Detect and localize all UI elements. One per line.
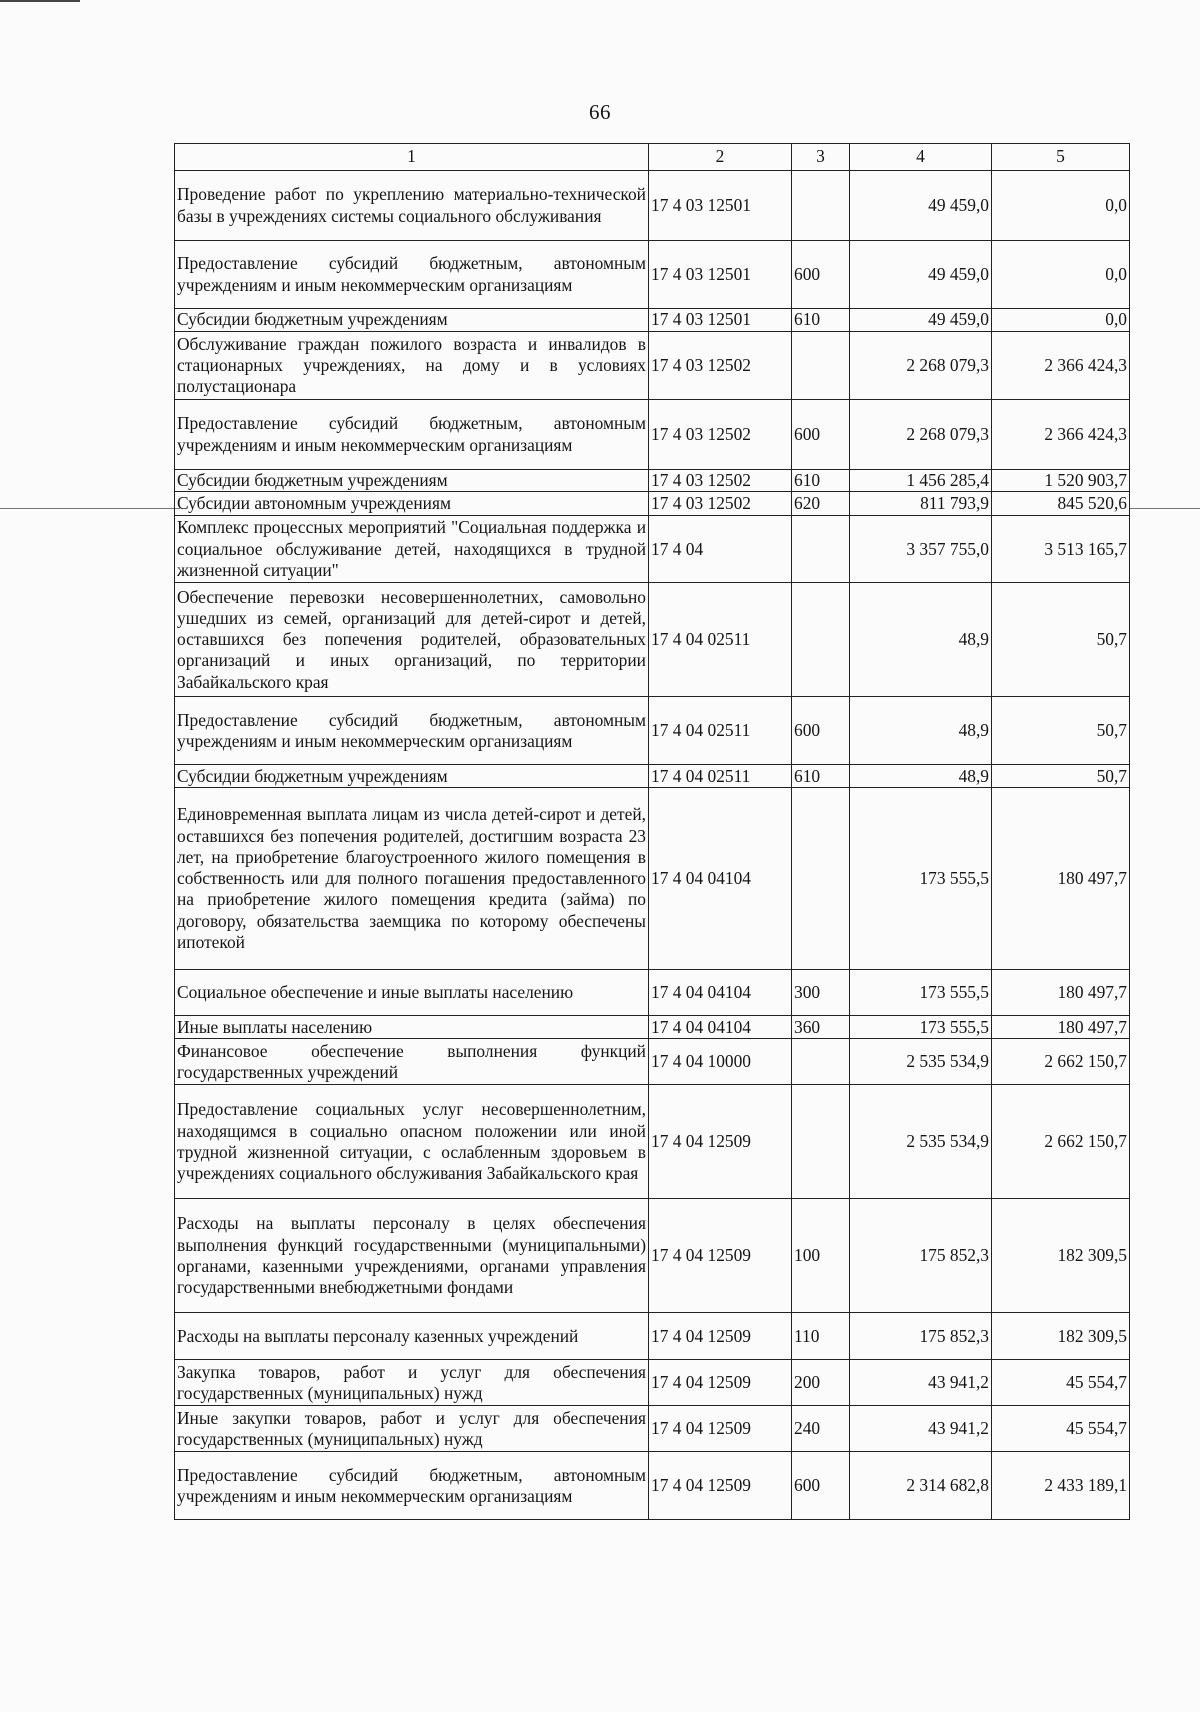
row-value-year2: 45 554,7 (992, 1406, 1130, 1452)
row-name: Закупка товаров, работ и услуг для обеспечения государственных (муниципальных) нужд (175, 1360, 649, 1406)
row-value-year2: 50,7 (992, 583, 1130, 697)
table-row (175, 1313, 1130, 1360)
row-value-year1: 2 268 079,3 (850, 400, 992, 470)
row-value-year2: 1 520 903,7 (992, 470, 1130, 492)
row-value-year2: 0,0 (992, 241, 1130, 309)
col-header-year1: 4 (850, 144, 992, 171)
row-code: 17 4 04 12509 (649, 1313, 792, 1360)
row-code: 17 4 04 (649, 516, 792, 583)
row-value-year1: 2 268 079,3 (850, 332, 992, 400)
row-vr: 300 (792, 970, 850, 1016)
row-vr (792, 516, 850, 583)
row-vr: 360 (792, 1016, 850, 1039)
row-value-year1: 811 793,9 (850, 492, 992, 516)
row-name: Иные выплаты населению (175, 1016, 649, 1039)
row-value-year2: 50,7 (992, 697, 1130, 765)
row-value-year2: 180 497,7 (992, 1016, 1130, 1039)
scan-artifact-line (1130, 508, 1200, 509)
row-name: Субсидии бюджетным учреждениям (175, 309, 649, 332)
row-name: Единовременная выплата лицам из числа детей-сирот и детей, оставшихся без попечения родителей, достигшим возраста 23 лет, на приобретение благоустроенного жилого помещения в собственность или для полного погашения предоставленного на приобретение жилого помещения кредита (займа) по договору, обязательства заемщика по которому обеспечены ипотекой (175, 788, 649, 970)
row-code: 17 4 03 12501 (649, 171, 792, 241)
row-code: 17 4 04 04104 (649, 1016, 792, 1039)
row-name: Социальное обеспечение и иные выплаты населению (175, 970, 649, 1016)
row-vr (792, 1085, 850, 1199)
row-vr (792, 583, 850, 697)
col-header-name: 1 (175, 144, 649, 171)
row-value-year1: 1 456 285,4 (850, 470, 992, 492)
row-code: 17 4 03 12501 (649, 241, 792, 309)
row-code: 17 4 03 12502 (649, 332, 792, 400)
table-row (175, 332, 1130, 400)
row-name: Предоставление социальных услуг несовершеннолетним, находящимся в социально опасном положении или иной трудной жизненной ситуации, с ослабленным здоровьем в учреждениях социального обслуживания Забайкальского края (175, 1085, 649, 1199)
table-row (175, 400, 1130, 470)
table-row (175, 1360, 1130, 1406)
table-row (175, 697, 1130, 765)
row-value-year2: 2 433 189,1 (992, 1452, 1130, 1520)
row-code: 17 4 04 12509 (649, 1360, 792, 1406)
table-row (175, 1199, 1130, 1313)
row-vr: 610 (792, 765, 850, 788)
table-header-row (175, 144, 1130, 171)
row-name: Комплекс процессных мероприятий "Социальная поддержка и социальное обслуживание детей, находящихся в трудной жизненной ситуации" (175, 516, 649, 583)
row-value-year2: 180 497,7 (992, 970, 1130, 1016)
table-row (175, 1085, 1130, 1199)
row-value-year1: 175 852,3 (850, 1313, 992, 1360)
row-value-year1: 48,9 (850, 697, 992, 765)
row-value-year1: 43 941,2 (850, 1360, 992, 1406)
row-code: 17 4 04 12509 (649, 1085, 792, 1199)
row-value-year1: 43 941,2 (850, 1406, 992, 1452)
row-name: Субсидии бюджетным учреждениям (175, 765, 649, 788)
row-code: 17 4 04 02511 (649, 583, 792, 697)
row-value-year2: 2 662 150,7 (992, 1085, 1130, 1199)
table-row (175, 1406, 1130, 1452)
row-name: Финансовое обеспечение выполнения функций государственных учреждений (175, 1039, 649, 1085)
row-code: 17 4 04 02511 (649, 765, 792, 788)
col-header-year2: 5 (992, 144, 1130, 171)
row-vr: 610 (792, 470, 850, 492)
row-vr: 200 (792, 1360, 850, 1406)
table-row (175, 516, 1130, 583)
table-row (175, 970, 1130, 1016)
table-row (175, 171, 1130, 241)
row-vr: 100 (792, 1199, 850, 1313)
table-row (175, 241, 1130, 309)
row-code: 17 4 03 12502 (649, 470, 792, 492)
row-value-year1: 48,9 (850, 765, 992, 788)
row-name: Обслуживание граждан пожилого возраста и инвалидов в стационарных учреждениях, на дому и в условиях полустационара (175, 332, 649, 400)
row-name: Предоставление субсидий бюджетным, автономным учреждениям и иным некоммерческим организациям (175, 697, 649, 765)
table-row (175, 1039, 1130, 1085)
row-code: 17 4 03 12502 (649, 400, 792, 470)
row-vr: 610 (792, 309, 850, 332)
row-vr: 620 (792, 492, 850, 516)
row-code: 17 4 04 02511 (649, 697, 792, 765)
row-name: Проведение работ по укреплению материально-технической базы в учреждениях системы социального обслуживания (175, 171, 649, 241)
row-value-year2: 0,0 (992, 171, 1130, 241)
row-vr (792, 788, 850, 970)
row-value-year1: 2 535 534,9 (850, 1039, 992, 1085)
row-value-year1: 173 555,5 (850, 788, 992, 970)
row-value-year1: 2 314 682,8 (850, 1452, 992, 1520)
row-code: 17 4 03 12501 (649, 309, 792, 332)
row-vr (792, 332, 850, 400)
row-value-year2: 2 662 150,7 (992, 1039, 1130, 1085)
row-value-year2: 2 366 424,3 (992, 332, 1130, 400)
row-value-year1: 3 357 755,0 (850, 516, 992, 583)
row-name: Иные закупки товаров, работ и услуг для обеспечения государственных (муниципальных) нужд (175, 1406, 649, 1452)
row-code: 17 4 04 04104 (649, 970, 792, 1016)
row-name: Расходы на выплаты персоналу в целях обеспечения выполнения функций государственными (муниципальными) органами, казенными учреждениями, органами управления государственными внебюджетными фондами (175, 1199, 649, 1313)
table-row (175, 788, 1130, 970)
row-code: 17 4 04 04104 (649, 788, 792, 970)
row-code: 17 4 04 10000 (649, 1039, 792, 1085)
table-row (175, 1016, 1130, 1039)
row-value-year1: 2 535 534,9 (850, 1085, 992, 1199)
table-row (175, 1452, 1130, 1520)
page-number: 66 (589, 100, 611, 124)
row-value-year1: 49 459,0 (850, 309, 992, 332)
row-value-year2: 45 554,7 (992, 1360, 1130, 1406)
row-value-year1: 48,9 (850, 583, 992, 697)
row-value-year2: 845 520,6 (992, 492, 1130, 516)
table-row (175, 309, 1130, 332)
scan-edge-rule (0, 0, 80, 2)
row-vr: 600 (792, 1452, 850, 1520)
table-body (175, 171, 1130, 1520)
col-header-code: 2 (649, 144, 792, 171)
table-row (175, 470, 1130, 492)
row-name: Субсидии бюджетным учреждениям (175, 470, 649, 492)
row-value-year2: 3 513 165,7 (992, 516, 1130, 583)
row-value-year1: 175 852,3 (850, 1199, 992, 1313)
row-vr: 600 (792, 697, 850, 765)
row-vr: 600 (792, 400, 850, 470)
row-value-year1: 173 555,5 (850, 1016, 992, 1039)
table-row (175, 492, 1130, 516)
row-code: 17 4 03 12502 (649, 492, 792, 516)
row-name: Предоставление субсидий бюджетным, автономным учреждениям и иным некоммерческим организациям (175, 1452, 649, 1520)
row-value-year2: 50,7 (992, 765, 1130, 788)
row-vr: 240 (792, 1406, 850, 1452)
row-value-year2: 0,0 (992, 309, 1130, 332)
row-value-year2: 182 309,5 (992, 1199, 1130, 1313)
row-vr: 110 (792, 1313, 850, 1360)
scan-artifact-line (0, 508, 180, 509)
table-row (175, 765, 1130, 788)
row-value-year1: 173 555,5 (850, 970, 992, 1016)
row-code: 17 4 04 12509 (649, 1406, 792, 1452)
table-row (175, 583, 1130, 697)
row-name: Предоставление субсидий бюджетным, автономным учреждениям и иным некоммерческим организациям (175, 400, 649, 470)
row-name: Расходы на выплаты персоналу казенных учреждений (175, 1313, 649, 1360)
row-value-year2: 2 366 424,3 (992, 400, 1130, 470)
row-value-year2: 182 309,5 (992, 1313, 1130, 1360)
row-name: Предоставление субсидий бюджетным, автономным учреждениям и иным некоммерческим организациям (175, 241, 649, 309)
row-name: Обеспечение перевозки несовершеннолетних, самовольно ушедших из семей, организаций для детей-сирот и детей, оставшихся без попечения родителей, образовательных организаций и иных организаций, по территории Забайкальского края (175, 583, 649, 697)
col-header-vr: 3 (792, 144, 850, 171)
row-value-year1: 49 459,0 (850, 241, 992, 309)
row-value-year1: 49 459,0 (850, 171, 992, 241)
row-vr: 600 (792, 241, 850, 309)
row-name: Субсидии автономным учреждениям (175, 492, 649, 516)
row-code: 17 4 04 12509 (649, 1452, 792, 1520)
budget-table (174, 143, 1130, 1520)
row-vr (792, 1039, 850, 1085)
row-code: 17 4 04 12509 (649, 1199, 792, 1313)
row-value-year2: 180 497,7 (992, 788, 1130, 970)
row-vr (792, 171, 850, 241)
